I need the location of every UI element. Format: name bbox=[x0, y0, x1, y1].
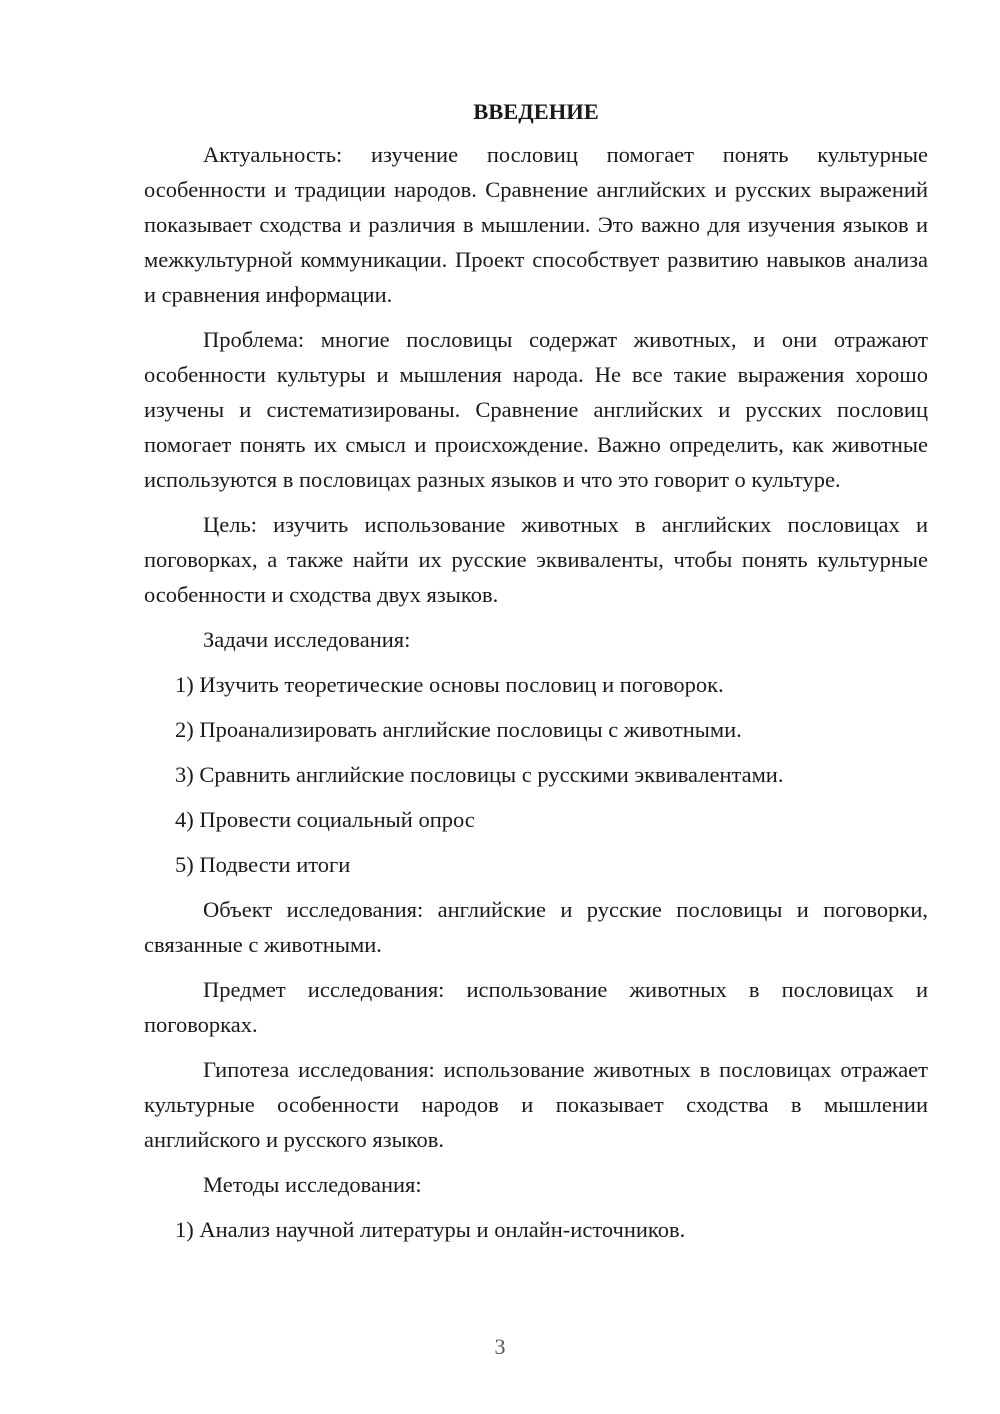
methods-label: Методы исследования: bbox=[203, 1172, 422, 1197]
task-item: 3) Сравнить английские пословицы с русскими эквивалентами. bbox=[175, 762, 784, 787]
subject-paragraph: Предмет исследования: использование животных в пословицах и поговорках. bbox=[144, 977, 928, 1037]
task-item: 4) Провести социальный опрос bbox=[175, 807, 475, 832]
object-paragraph: Объект исследования: английские и русские пословицы и поговорки, связанные с животными. bbox=[144, 897, 928, 957]
task-item: 2) Проанализировать английские пословицы с животными. bbox=[175, 717, 742, 742]
page-number: 3 bbox=[494, 1334, 506, 1359]
task-item: 5) Подвести итоги bbox=[175, 852, 351, 877]
task-item: 1) Изучить теоретические основы пословиц и поговорок. bbox=[175, 672, 724, 697]
tasks-list bbox=[144, 667, 928, 882]
method-item: 1) Анализ научной литературы и онлайн-источников. bbox=[175, 1217, 686, 1242]
problem-paragraph: Проблема: многие пословицы содержат животных, и они отражают особенности культуры и мышления народа. Не все такие выражения хорошо изучены и систематизированы. Сравнение английских и русских пословиц помогает понять их смысл и происхождение. Важно определить, как животные используются в пословицах разных языков и что это говорит о культуре. bbox=[144, 327, 928, 492]
hypothesis-paragraph: Гипотеза исследования: использование животных в пословицах отражает культурные особенности народов и показывает сходства в мышлении английского и русского языков. bbox=[144, 1057, 928, 1152]
goal-paragraph: Цель: изучить использование животных в английских пословицах и поговорках, а также найти их русские эквиваленты, чтобы понять культурные особенности и сходства двух языков. bbox=[144, 512, 928, 607]
methods-list bbox=[144, 1212, 928, 1247]
relevance-paragraph: Актуальность: изучение пословиц помогает понять культурные особенности и традиции народов. Сравнение английских и русских выражений показывает сходства и различия в мышлении. Это важно для изучения языков и межкультурной коммуникации. Проект способствует развитию навыков анализа и сравнения информации. bbox=[144, 142, 928, 307]
page-content bbox=[144, 94, 928, 1257]
tasks-label: Задачи исследования: bbox=[203, 627, 411, 652]
section-heading: ВВЕДЕНИЕ bbox=[473, 99, 599, 124]
